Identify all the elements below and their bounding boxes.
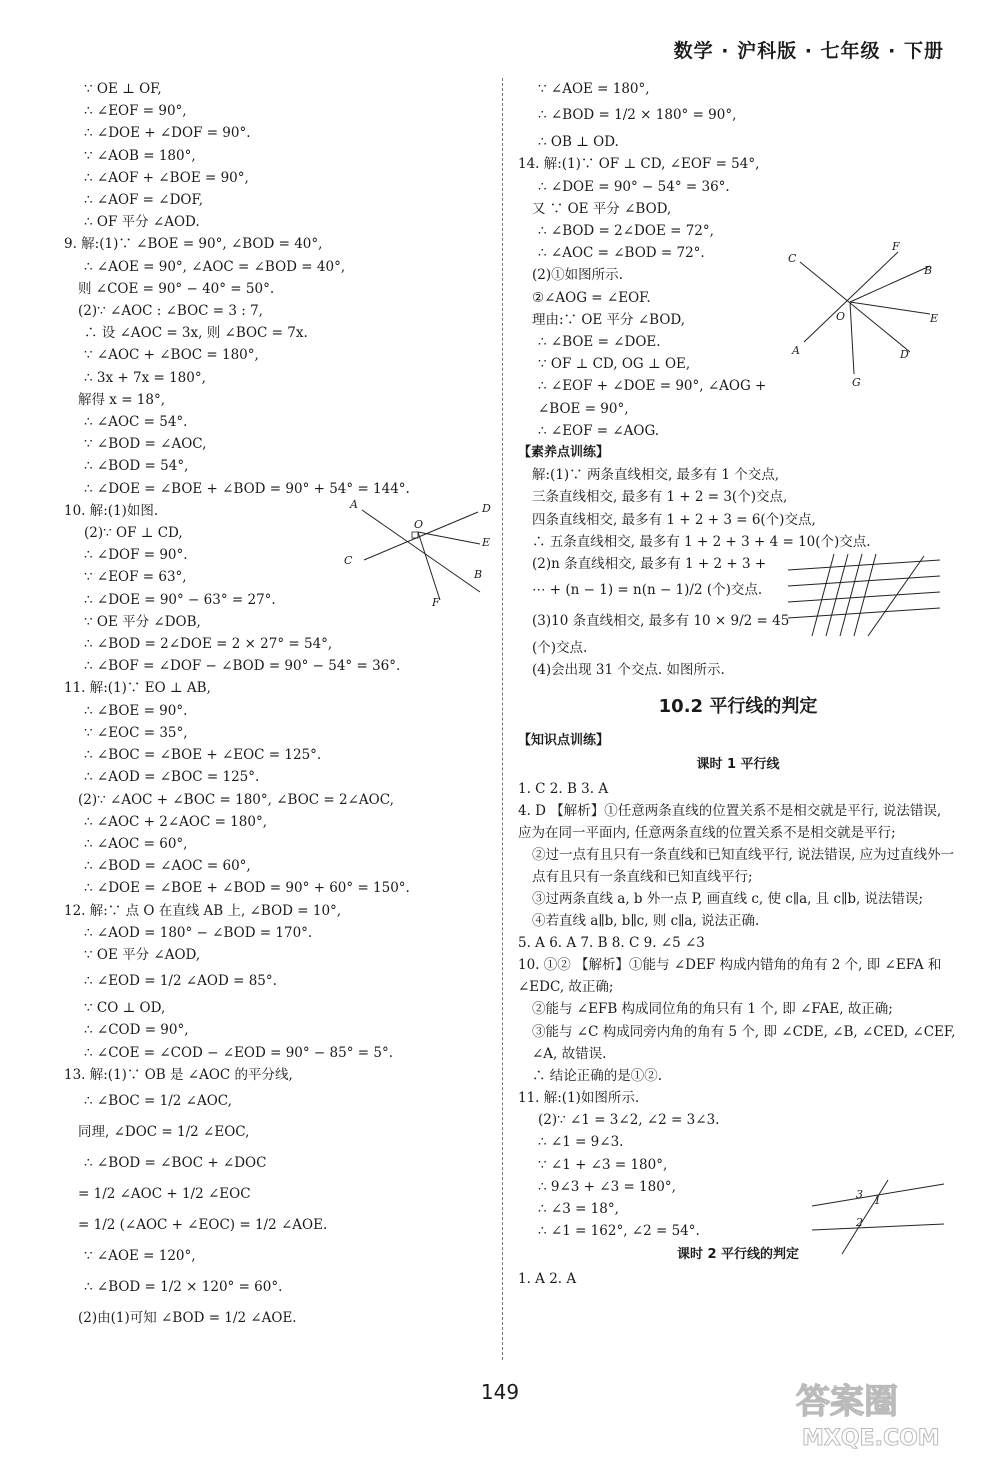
text-line: ∴ ∠1 = 9∠3. bbox=[538, 1134, 624, 1151]
label-1: 1 bbox=[874, 1194, 881, 1207]
text-line: 解:(1)∵ 两条直线相交, 最多有 1 个交点, bbox=[532, 467, 780, 484]
answer-line: 4. D 【解析】①任意两条直线的位置关系不是相交就是平行, 说法错误, 应为在同一平面内, 任意两条直线的位置关系不是相交就是平行; bbox=[518, 803, 942, 842]
text-line: = 1/2 (∠AOC + ∠EOC) = 1/2 ∠AOE. bbox=[78, 1216, 328, 1233]
label-e: E bbox=[482, 536, 491, 549]
text-line: ∴ ∠EOF = ∠AOG. bbox=[538, 422, 660, 439]
text-line: = 1/2 ∠AOC + 1/2 ∠EOC bbox=[78, 1185, 251, 1202]
text-line: ∴ ∠BOD = 1/2 × 180° = 90°, bbox=[538, 107, 737, 124]
text-line: ∵ ∠EOC = 35°, bbox=[84, 724, 188, 741]
text-line: ∵ ∠BOD = ∠AOC, bbox=[84, 436, 207, 453]
watermark-text: 答案圈 bbox=[796, 1382, 898, 1422]
text-line: ②能与 ∠EFB 构成同位角的角只有 1 个, 即 ∠FAE, 故正确; bbox=[532, 1001, 893, 1018]
text-line: ∴ ∠COE = ∠COD − ∠EOD = 90° − 85° = 5°. bbox=[84, 1044, 393, 1061]
text-line: (2)∵ OF ⊥ CD, bbox=[84, 525, 183, 542]
question-line: 11. 解:(1)∵ EO ⊥ AB, bbox=[64, 680, 211, 697]
text-line: ∵ ∠1 + ∠3 = 180°, bbox=[538, 1156, 668, 1173]
text-line: ∴ 3x + 7x = 180°, bbox=[84, 369, 206, 386]
text-line: (2)∵ ∠AOC : ∠BOC = 3 : 7, bbox=[78, 303, 263, 320]
figure-q11 bbox=[808, 1178, 948, 1256]
text-line: ∵ OF ⊥ CD, OG ⊥ OE, bbox=[538, 356, 691, 373]
text-line: ∴ ∠AOC = ∠BOD = 72°. bbox=[538, 245, 705, 262]
text-line: ∴ 9∠3 + ∠3 = 180°, bbox=[538, 1178, 676, 1195]
text-line: 又 ∵ OE 平分 ∠BOD, bbox=[532, 200, 672, 217]
text-line: (2)①如图所示. bbox=[532, 267, 623, 284]
watermark-logo bbox=[788, 1373, 978, 1453]
text-line: ∵ ∠AOE = 120°, bbox=[84, 1247, 196, 1264]
text-line: ∴ ∠AOD = ∠BOC = 125°. bbox=[84, 769, 260, 786]
text-line: ∴ ∠AOD = 180° − ∠BOD = 170°. bbox=[84, 924, 313, 941]
text-line: ∴ ∠EOD = 1/2 ∠AOD = 85°. bbox=[84, 973, 277, 990]
text-line: (4)会出现 31 个交点. 如图所示. bbox=[532, 662, 725, 679]
label-2: 2 bbox=[856, 1216, 863, 1229]
text-line: (2)∵ ∠AOC + ∠BOC = 180°, ∠BOC = 2∠AOC, bbox=[78, 791, 394, 808]
left-column bbox=[64, 78, 489, 1334]
text-line: ∴ ∠DOE = ∠BOE + ∠BOD = 90° + 60° = 150°. bbox=[84, 880, 410, 897]
label-b: B bbox=[924, 264, 933, 277]
label-g: G bbox=[852, 376, 861, 389]
text-line: ∴ ∠AOF = ∠DOF, bbox=[84, 192, 204, 209]
label-o: O bbox=[414, 518, 424, 531]
page-number: 149 bbox=[480, 1380, 520, 1404]
question-line: 11. 解:(1)如图所示. bbox=[518, 1089, 640, 1106]
text-line: ∵ ∠AOE = 180°, bbox=[538, 81, 650, 97]
label-f: F bbox=[892, 242, 900, 253]
text-line: ∴ ∠AOC + 2∠AOC = 180°, bbox=[84, 813, 267, 830]
question-line: 10. 解:(1)如图. bbox=[64, 502, 159, 519]
text-line: ∴ 结论正确的是①②. bbox=[532, 1067, 663, 1084]
text-line: ②∠AOG = ∠EOF. bbox=[532, 289, 651, 306]
question-line: 12. 解:∵ 点 O 在直线 AB 上, ∠BOD = 10°, bbox=[64, 902, 342, 919]
text-line: ∴ ∠DOE + ∠DOF = 90°. bbox=[84, 125, 251, 142]
text-line: ∴ OF 平分 ∠AOD. bbox=[84, 214, 200, 231]
text-line: (个)交点. bbox=[532, 640, 588, 657]
text-line: ∴ ∠EOF = 90°, bbox=[84, 103, 187, 120]
text-line: ∵ CO ⊥ OD, bbox=[84, 1000, 166, 1017]
text-line: ③能与 ∠C 构成同旁内角的角有 5 个, 即 ∠CDE, ∠B, ∠CED, ∠CEF, ∠A, 故错误. bbox=[532, 1023, 956, 1062]
section-tag: 【知识点训练】 bbox=[518, 732, 610, 748]
text-line: ∴ ∠DOE = 90° − 54° = 36°. bbox=[538, 178, 730, 195]
question-line: 9. 解:(1)∵ ∠BOE = 90°, ∠BOD = 40°, bbox=[64, 236, 323, 253]
text-line: ∴ ∠BOD = ∠AOC = 60°, bbox=[84, 858, 251, 875]
text-line: ∵ OE 平分 ∠AOD, bbox=[84, 946, 201, 963]
text-line: 三条直线相交, 最多有 1 + 2 = 3(个)交点, bbox=[532, 489, 788, 506]
text-line: ∴ OB ⊥ OD. bbox=[538, 134, 619, 151]
watermark-url: MXQE.COM bbox=[802, 1426, 940, 1451]
figure-q10 bbox=[340, 492, 500, 612]
text-line: ∴ ∠DOF = 90°. bbox=[84, 547, 188, 564]
label-a: A bbox=[792, 344, 800, 357]
text-line: ∵ OE ⊥ OF, bbox=[84, 81, 162, 97]
text-line: ∴ ∠DOE = 90° − 63° = 27°. bbox=[84, 591, 276, 608]
text-line: ∴ ∠EOF + ∠DOE = 90°, ∠AOG + bbox=[538, 378, 767, 395]
text-line: 理由:∵ OE 平分 ∠BOD, bbox=[532, 311, 686, 328]
text-line: (2)∵ ∠1 = 3∠2, ∠2 = 3∠3. bbox=[538, 1112, 720, 1129]
page-header: 数学 · 沪科版 · 七年级 · 下册 bbox=[673, 40, 944, 62]
figure-31-intersections bbox=[784, 552, 944, 638]
figure-q14 bbox=[780, 242, 955, 392]
lesson-title: 课时 2 平行线的判定 bbox=[676, 1247, 800, 1263]
text-line: ∴ ∠AOC = 54°. bbox=[84, 414, 188, 431]
text-line: ∴ ∠BOE = ∠DOE. bbox=[538, 334, 661, 351]
text-line: ∴ ∠BOF = ∠DOF − ∠BOD = 90° − 54° = 36°. bbox=[84, 658, 401, 675]
label-d: D bbox=[900, 348, 909, 361]
text-line: ∴ ∠AOF + ∠BOE = 90°, bbox=[84, 169, 249, 186]
text-line: ⋯ + (n − 1) = n(n − 1)/2 (个)交点. bbox=[532, 582, 763, 599]
answer-line: 10. ①② 【解析】①能与 ∠DEF 构成内错角的角有 2 个, 即 ∠EFA 和 ∠EDC, 故正确; bbox=[518, 957, 942, 996]
text-line: ∴ ∠BOD = ∠BOC + ∠DOC bbox=[84, 1154, 267, 1171]
lesson-title: 课时 1 平行线 bbox=[696, 756, 780, 772]
answer-line: 5. A 6. A 7. B 8. C 9. ∠5 ∠3 bbox=[518, 935, 705, 952]
text-line: ∴ ∠BOD = 1/2 × 120° = 60°. bbox=[84, 1278, 283, 1295]
answer-line: 1. C 2. B 3. A bbox=[518, 780, 609, 797]
question-line: 14. 解:(1)∵ OF ⊥ CD, ∠EOF = 54°, bbox=[518, 156, 760, 173]
text-line: ∴ ∠BOC = 1/2 ∠AOC, bbox=[84, 1092, 232, 1109]
text-line: ∴ ∠AOC = 60°, bbox=[84, 835, 188, 852]
section-tag: 【素养点训练】 bbox=[518, 445, 610, 461]
label-a: A bbox=[350, 498, 358, 511]
text-line: (3)10 条直线相交, 最多有 10 × 9/2 = 45 bbox=[532, 613, 790, 630]
question-line: 13. 解:(1)∵ OB 是 ∠AOC 的平分线, bbox=[64, 1066, 293, 1083]
text-line: ∴ ∠BOE = 90°. bbox=[84, 702, 188, 719]
text-line: ∴ ∠DOE = ∠BOE + ∠BOD = 90° + 54° = 144°. bbox=[84, 480, 410, 497]
text-line: 同理, ∠DOC = 1/2 ∠EOC, bbox=[78, 1123, 250, 1140]
text-line: ∵ ∠EOF = 63°, bbox=[84, 569, 187, 586]
text-line: ∴ ∠BOC = ∠BOE + ∠EOC = 125°. bbox=[84, 747, 322, 764]
text-line: ∴ ∠AOE = 90°, ∠AOC = ∠BOD = 40°, bbox=[84, 258, 346, 275]
text-line: ∴ ∠BOD = 54°, bbox=[84, 458, 189, 475]
label-3: 3 bbox=[856, 1188, 863, 1201]
text-line: ∴ ∠3 = 18°, bbox=[538, 1200, 619, 1217]
text-line: ∴ ∠BOD = 2∠DOE = 2 × 27° = 54°, bbox=[84, 636, 333, 653]
text-line: ∵ ∠AOB = 180°, bbox=[84, 147, 196, 164]
label-f: F bbox=[432, 596, 440, 609]
column-divider bbox=[502, 78, 503, 1360]
text-line: 则 ∠COE = 90° − 40° = 50°. bbox=[78, 280, 275, 297]
answer-line: 1. A 2. A bbox=[518, 1271, 577, 1288]
text-line: ∴ 设 ∠AOC = 3x, 则 ∠BOC = 7x. bbox=[84, 325, 308, 342]
text-line: ∵ ∠AOC + ∠BOC = 180°, bbox=[84, 347, 259, 364]
text-line: ∵ OE 平分 ∠DOB, bbox=[84, 613, 201, 630]
text-line: 四条直线相交, 最多有 1 + 2 + 3 = 6(个)交点, bbox=[532, 511, 816, 528]
text-line: (2)由(1)可知 ∠BOD = 1/2 ∠AOE. bbox=[78, 1309, 297, 1326]
label-d: D bbox=[482, 502, 491, 515]
label-c: C bbox=[788, 252, 797, 265]
text-line: ∴ ∠BOD = 2∠DOE = 72°, bbox=[538, 223, 714, 240]
text-line: ∴ ∠COD = 90°, bbox=[84, 1022, 189, 1039]
text-line: ④若直线 a∥b, b∥c, 则 c∥a, 说法正确. bbox=[532, 913, 760, 930]
text-line: ∴ ∠1 = 162°, ∠2 = 54°. bbox=[538, 1223, 700, 1240]
label-o: O bbox=[836, 310, 846, 323]
text-line: ∴ 五条直线相交, 最多有 1 + 2 + 3 + 4 = 10(个)交点. bbox=[532, 533, 871, 550]
label-b: B bbox=[474, 568, 483, 581]
text-line: ②过一点有且只有一条直线和已知直线平行, 说法错误, 应为过直线外一点有且只有一条直线和已知直线平行; bbox=[532, 847, 955, 886]
text-line: 解得 x = 18°, bbox=[78, 391, 166, 408]
text-line: ③过两条直线 a, b 外一点 P, 画直线 c, 使 c∥a, 且 c∥b, 说法错误; bbox=[532, 891, 924, 908]
label-e: E bbox=[930, 312, 939, 325]
text-line: ∠BOE = 90°, bbox=[538, 400, 629, 417]
label-c: C bbox=[344, 554, 353, 567]
section-title: 10.2 平行线的判定 bbox=[658, 695, 818, 717]
text-line: (2)n 条直线相交, 最多有 1 + 2 + 3 + bbox=[532, 556, 767, 573]
